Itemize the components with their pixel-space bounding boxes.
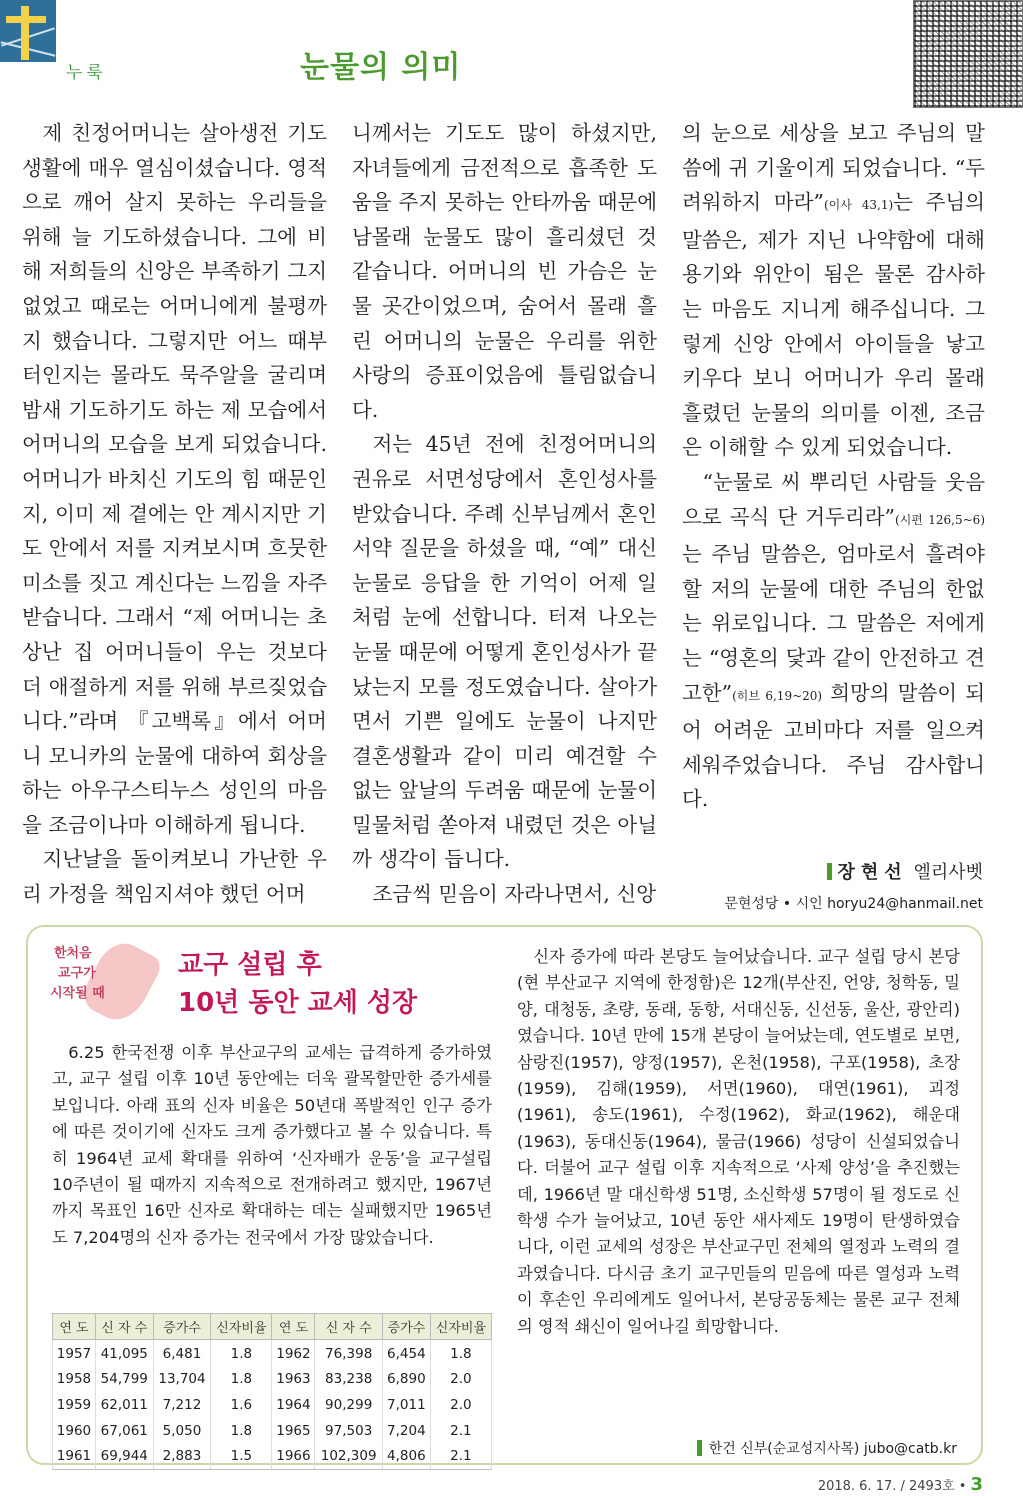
- table-header: 신자비율: [430, 1314, 491, 1340]
- essay-paragraph: 제 친정어머니는 살아생전 기도생활에 매우 열심이셨습니다. 영적으로 깨어 살지 못하는 우리들을 위해 늘 기도하셨습니다. 그에 비해 저희들의 신앙은 부족하기 그지없었고 때로는 어머니에게 불평까지 했습니다. 그렇지만 어느 때부터인지는 몰라도 묵주알을 굴리며 밤새 기도하기도 하는 제 모습에서 어머니의 모습을 보게 되었습니다. 어머니가 바치신 기도의 힘 때문인지, 이미 제 곁에는 안 계시지만 기도 안에서 저를 지켜보시며 흐뭇한 미소를 짓고 계신다는 느낌을 자주 받습니다. 그래서 “제 어머니는 초상난 집 어머니들이 우는 것보다 더 애절하게 저를 위해 부르짖었습니다.”라며 『고백록』에서 어머니 모니카의 눈물에 대하여 회상을 하는 아우구스티누스 성인의 마음을 조금이나마 이해하게 됩니다.: [22, 121, 327, 837]
- bible-reference: (히브 6,19~20): [732, 688, 823, 703]
- badge-line: 교구가: [58, 966, 96, 981]
- author-baptismal-name: 엘리사벳: [913, 862, 983, 883]
- essay-text: “눈물로 씨 뿌리던 사람들 웃음으로 곡식 단 거두리라”: [682, 469, 985, 529]
- table-cell: 1.8: [211, 1340, 272, 1367]
- cross-logo-icon: [0, 0, 56, 62]
- table-cell: 67,061: [95, 1418, 153, 1444]
- section-tag: 누룩: [66, 63, 107, 83]
- essay-author: [827, 858, 983, 884]
- table-cell: 1.6: [211, 1392, 272, 1418]
- essay-paragraph: [682, 116, 985, 465]
- essay-paragraph: 조금씩 믿음이 자라나면서, 신앙: [372, 882, 657, 907]
- table-cell: 1965: [272, 1418, 315, 1444]
- table-header-row: [53, 1314, 492, 1340]
- table-row: [53, 1443, 492, 1469]
- essay-column-3: [682, 116, 985, 817]
- essay-text: 희망의 말씀이 되어 어려운 고비마다 저를 일으켜 세워주었습니다. 주님 감사합니다.: [682, 680, 986, 812]
- page-title: 눈물의 의미: [300, 50, 462, 85]
- issue-info: 2018. 6. 17. / 2493호 •: [817, 1479, 967, 1494]
- table-cell: 6,481: [153, 1340, 211, 1367]
- author-marker-icon: [697, 1440, 702, 1456]
- table-cell: 1959: [53, 1392, 96, 1418]
- table-header: 신 자 수: [95, 1314, 153, 1340]
- table-cell: 1958: [53, 1367, 96, 1393]
- essay-column-1: [22, 116, 327, 912]
- table-cell: 2.0: [430, 1392, 491, 1418]
- essay-column-2: [352, 116, 657, 912]
- box-title: 교구 설립 후: [178, 950, 322, 980]
- table-cell: 1.5: [211, 1443, 272, 1469]
- essay-paragraph: [682, 465, 985, 817]
- qr-code-icon[interactable]: [913, 0, 1023, 108]
- author-name: 장현선: [837, 862, 908, 883]
- table-cell: 7,212: [153, 1392, 211, 1418]
- table-cell: 5,050: [153, 1418, 211, 1444]
- essay-paragraph: 지난날을 돌이켜보니 가난한 우리 가정을 책임지셔야 했던 어머: [22, 847, 327, 907]
- table-cell: 102,309: [315, 1443, 383, 1469]
- box-paragraph: 6.25 한국전쟁 이후 부산교구의 교세는 급격하게 증가하였고, 교구 설립 이후 10년 동안에는 더욱 괄목할만한 증가세를 보입니다. 아래 표의 신자 비율은 50년대 폭발적인 인구 증가에 따른 것이기에 신자도 크게 증가했다고 볼 수 있습니다. 특히 1964년 교세 확대를 위하여 ‘신자배가 운동’을 교구설립 10주년이 될 때까지 지속적으로 전개하려고 했지만, 1967년까지 목표인 16만 신자로 확대하는 데는 실패했지만 1965년도 7,204명의 신자 증가는 전국에서 가장 많았습니다.: [52, 1043, 492, 1247]
- table-cell: 6,454: [382, 1340, 430, 1367]
- essay-text: 는 주님 말씀은, 엄마로서 흘려야 할 저의 눈물에 대한 주님의 한없는 위로입니다. 그 말씀은 저에게는 “영혼의 닻과 같이 안전하고 견고한”: [682, 542, 985, 705]
- table-cell: 1963: [272, 1367, 315, 1393]
- table-cell: 97,503: [315, 1418, 383, 1444]
- essay-text: 는 주님의 말씀은, 제가 지닌 나약함에 대해 용기와 위안이 됨은 물론 감사하는 마음도 지니게 해주십니다. 그렇게 신앙 안에서 아이들을 낳고 키우다 보니 어머니가 우리 몰래 흘렸던 눈물의 의미를 이젠, 조금은 이해할 수 있게 되었습니다.: [682, 190, 985, 460]
- box-author: [697, 1438, 957, 1458]
- table-cell: 90,299: [315, 1392, 383, 1418]
- table-cell: 1961: [53, 1443, 96, 1469]
- table-cell: 6,890: [382, 1367, 430, 1393]
- table-cell: 7,204: [382, 1418, 430, 1444]
- box-subtitle: 10년 동안 교세 성장: [178, 988, 418, 1018]
- table-cell: 1.8: [211, 1367, 272, 1393]
- table-header: 증가수: [153, 1314, 211, 1340]
- table-cell: 83,238: [315, 1367, 383, 1393]
- table-header: 신자비율: [211, 1314, 272, 1340]
- bible-reference: (이사 43,1): [823, 198, 894, 213]
- table-cell: 54,799: [95, 1367, 153, 1393]
- table-cell: 69,944: [95, 1443, 153, 1469]
- table-cell: 1.8: [430, 1340, 491, 1367]
- table-cell: 1960: [53, 1418, 96, 1444]
- table-cell: 76,398: [315, 1340, 383, 1367]
- table-cell: 2,883: [153, 1443, 211, 1469]
- table-cell: 7,011: [382, 1392, 430, 1418]
- author-info: 문현성당 • 시인 horyu24@hanmail.net: [724, 896, 983, 912]
- table-row: [53, 1418, 492, 1444]
- table-cell: 1966: [272, 1443, 315, 1469]
- box-paragraph: 신자 증가에 따라 본당도 늘어났습니다. 교구 설립 당시 본당(현 부산교구 지역에 한정함)은 12개(부산진, 언양, 청학동, 밀양, 대청동, 초량, 동래, 동항, 서대신동, 신선동, 울산, 광안리)였습니다. 10년 만에 15개 본당이 늘어났는데, 연도별로 보면, 삼랑진(1957), 양정(1957), 온천(1958), 구포(1958), 초장(1959), 김해(1959), 서면(1960), 대연(1961), 괴정(1961), 송도(1961), 수정(1962), 화교(1962), 해운대(1963), 동대신동(1964), 물금(1966) 성당이 신설되었습니다. 더불어 교구 설립 이후 지속적으로 ‘사제 양성’을 추진했는데, 1966년 말 대신학생 51명, 소신학생 57명이 될 정도로 신학생 수가 늘어났고, 10년 동안 새사제도 19명이 탄생하였습니다, 이런 교세의 성장은 부산교구민 전체의 열정과 노력의 결과였습니다. 다시금 초기 교구민들의 믿음에 따른 열성과 노력이 후손인 우리에게도 일어나서, 본당공동체는 물론 교구 전체의 영적 쇄신이 일어나길 희망합니다.: [517, 947, 960, 1336]
- table-cell: 1.8: [211, 1418, 272, 1444]
- author-marker-icon: [827, 863, 832, 880]
- table-cell: 2.0: [430, 1367, 491, 1393]
- table-cell: 1964: [272, 1392, 315, 1418]
- badge-line: 한처음: [54, 946, 92, 961]
- history-badge: [48, 940, 158, 1022]
- table-cell: 13,704: [153, 1367, 211, 1393]
- table-row: [53, 1392, 492, 1418]
- box-right-text: [517, 944, 960, 1340]
- table-cell: 1957: [53, 1340, 96, 1367]
- bible-reference: (시편 126,5~6): [895, 512, 986, 527]
- table-cell: 2.1: [430, 1418, 491, 1444]
- table-cell: 2.1: [430, 1443, 491, 1469]
- table-header: 신 자 수: [315, 1314, 383, 1340]
- table-row: [53, 1367, 492, 1393]
- essay-text: 의 눈으로 세상을 보고 주님의 말씀에 귀 기울이게 되었습니다. “두려워하지 마라”: [682, 121, 985, 215]
- membership-stats-table: [52, 1313, 492, 1470]
- page-footer: [818, 1474, 983, 1495]
- badge-line: 시작될 때: [50, 986, 105, 1001]
- page-number: 3: [970, 1474, 983, 1495]
- table-header: 연 도: [272, 1314, 315, 1340]
- table-header: 연 도: [53, 1314, 96, 1340]
- table-row: [53, 1340, 492, 1367]
- box-author-text: 한건 신부(순교성지사목) jubo@catb.kr: [708, 1441, 957, 1457]
- essay-paragraph: 니께서는 기도도 많이 하셨지만, 자녀들에게 금전적으로 흡족한 도움을 주지 못하는 안타까움 때문에 남몰래 눈물도 많이 흘리셨던 것 같습니다. 어머니의 빈 가슴은 눈물 곳간이었으며, 숨어서 몰래 흘린 어머니의 눈물은 우리를 위한 사랑의 증표이었음에 틀림없습니다.: [352, 121, 657, 422]
- table-header: 증가수: [382, 1314, 430, 1340]
- table-cell: 62,011: [95, 1392, 153, 1418]
- table-cell: 4,806: [382, 1443, 430, 1469]
- essay-paragraph: 저는 45년 전에 친정어머니의 권유로 서면성당에서 혼인성사를 받았습니다. 주례 신부님께서 혼인서약 질문을 하셨을 때, “예” 대신 눈물로 응답을 한 기억이 어제 일처럼 눈에 선합니다. 터져 나오는 눈물 때문에 어떻게 혼인성사가 끝났는지 모를 정도였습니다. 살아가면서 기쁜 일에도 눈물이 나지만 결혼생활과 같이 미리 예견할 수 없는 앞날의 두려움 때문에 눈물이 밀물처럼 쏟아져 내렸던 것은 아닐까 생각이 듭니다.: [352, 432, 657, 872]
- box-left-text: [52, 1040, 492, 1251]
- table-cell: 1962: [272, 1340, 315, 1367]
- table-cell: 41,095: [95, 1340, 153, 1367]
